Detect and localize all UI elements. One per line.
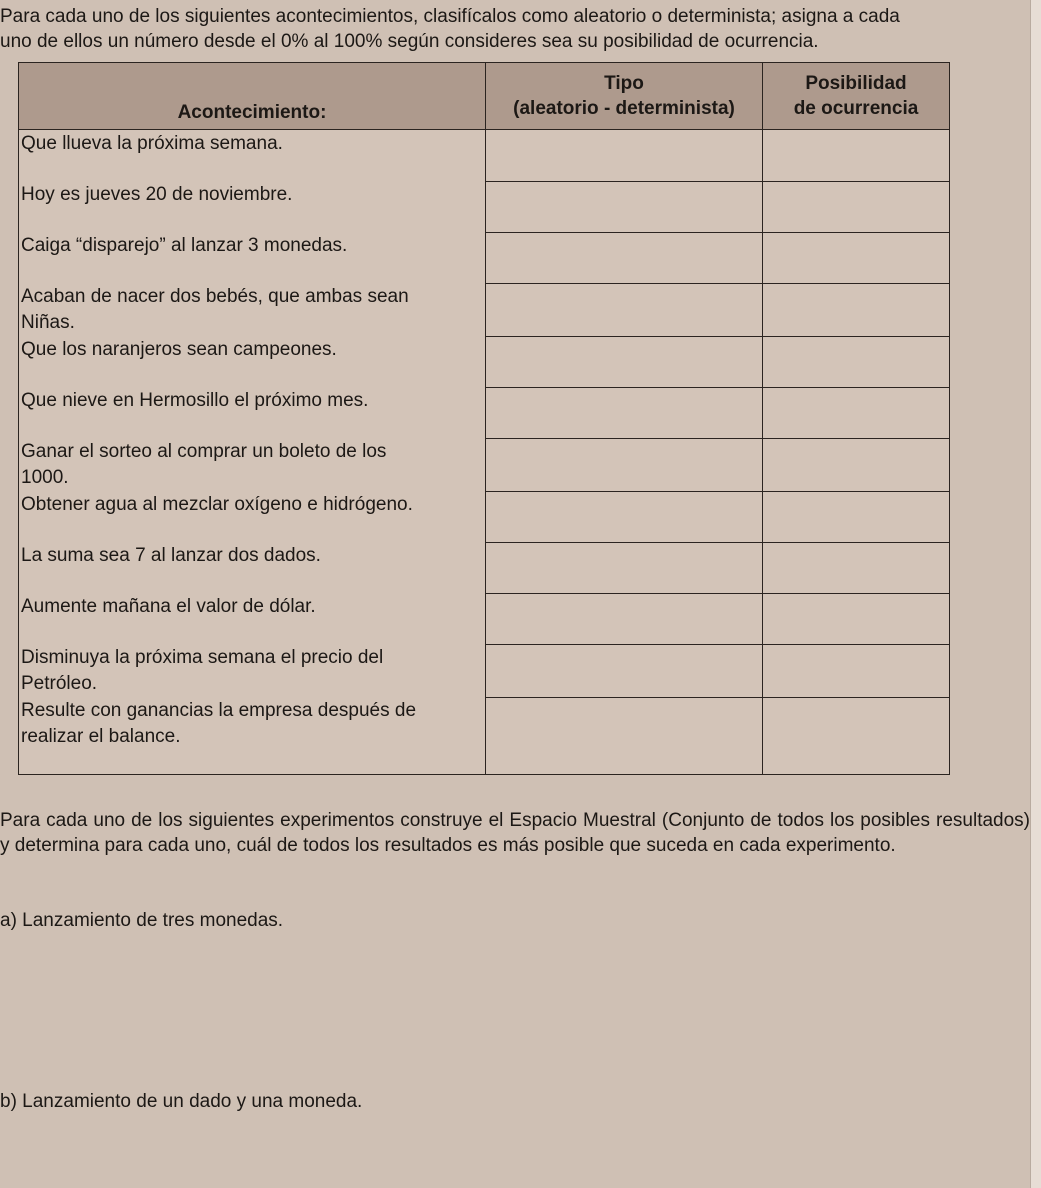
type-answer-cell[interactable] — [486, 232, 763, 283]
chance-answer-cell[interactable] — [763, 336, 950, 387]
event-cell: Hoy es jueves 20 de noviembre. — [19, 181, 486, 232]
experiment-item-b: b) Lanzamiento de un dado y una moneda. — [0, 1091, 363, 1112]
table-header-row — [19, 63, 950, 130]
chance-answer-cell[interactable] — [763, 283, 950, 336]
table-row — [19, 387, 950, 438]
table-row — [19, 593, 950, 644]
event-cell: Que nieve en Hermosillo el próximo mes. — [19, 387, 486, 438]
events-table — [18, 62, 950, 775]
event-cell: Obtener agua al mezclar oxígeno e hidrógeno. — [19, 491, 486, 542]
chance-answer-cell[interactable] — [763, 130, 950, 182]
chance-answer-cell[interactable] — [763, 181, 950, 232]
event-cell: Caiga “disparejo” al lanzar 3 monedas. — [19, 232, 486, 283]
table-row — [19, 130, 950, 182]
table-row — [19, 181, 950, 232]
event-cell: Aumente mañana el valor de dólar. — [19, 593, 486, 644]
table-row — [19, 232, 950, 283]
instructions-text — [0, 4, 1030, 54]
type-answer-cell[interactable] — [486, 181, 763, 232]
chance-answer-cell[interactable] — [763, 438, 950, 491]
type-answer-cell[interactable] — [486, 336, 763, 387]
event-cell: Ganar el sorteo al comprar un boleto de los 1000. — [19, 438, 486, 491]
chance-answer-cell[interactable] — [763, 387, 950, 438]
header-event: Acontecimiento: — [19, 63, 486, 130]
event-cell: Resulte con ganancias la empresa después de realizar el balance. — [19, 697, 486, 775]
table-row — [19, 491, 950, 542]
table-row — [19, 438, 950, 491]
event-cell: La suma sea 7 al lanzar dos dados. — [19, 542, 486, 593]
instructions-line-2: uno de ellos un número desde el 0% al 100% según consideres sea su posibilidad de ocurrencia. — [0, 31, 819, 52]
chance-answer-cell[interactable] — [763, 644, 950, 697]
chance-answer-cell[interactable] — [763, 697, 950, 775]
header-type: Tipo (aleatorio - determinista) — [486, 63, 763, 130]
page-edge — [1030, 0, 1041, 1188]
experiments-instructions: Para cada uno de los siguientes experimentos construye el Espacio Muestral (Conjunto de todos los posibles resultados) y determina para cada uno, cuál de todos los resultados es más posible que suceda en cada experimento. — [0, 810, 1030, 856]
table-row — [19, 644, 950, 697]
type-answer-cell[interactable] — [486, 283, 763, 336]
type-answer-cell[interactable] — [486, 644, 763, 697]
instructions-line-1: Para cada uno de los siguientes acontecimientos, clasifícalos como aleatorio o determinista; asigna a cada — [0, 6, 900, 27]
type-answer-cell[interactable] — [486, 593, 763, 644]
table-row — [19, 542, 950, 593]
table-row — [19, 697, 950, 775]
type-answer-cell[interactable] — [486, 438, 763, 491]
table-row — [19, 336, 950, 387]
chance-answer-cell[interactable] — [763, 491, 950, 542]
event-cell: Que los naranjeros sean campeones. — [19, 336, 486, 387]
type-answer-cell[interactable] — [486, 542, 763, 593]
event-cell: Que llueva la próxima semana. — [19, 130, 486, 182]
type-answer-cell[interactable] — [486, 130, 763, 182]
header-chance: Posibilidad de ocurrencia — [763, 63, 950, 130]
type-answer-cell[interactable] — [486, 387, 763, 438]
experiment-item-a: a) Lanzamiento de tres monedas. — [0, 910, 284, 931]
table-row — [19, 283, 950, 336]
chance-answer-cell[interactable] — [763, 593, 950, 644]
event-cell: Disminuya la próxima semana el precio del Petróleo. — [19, 644, 486, 697]
chance-answer-cell[interactable] — [763, 542, 950, 593]
type-answer-cell[interactable] — [486, 491, 763, 542]
type-answer-cell[interactable] — [486, 697, 763, 775]
chance-answer-cell[interactable] — [763, 232, 950, 283]
event-cell: Acaban de nacer dos bebés, que ambas sean Niñas. — [19, 283, 486, 336]
